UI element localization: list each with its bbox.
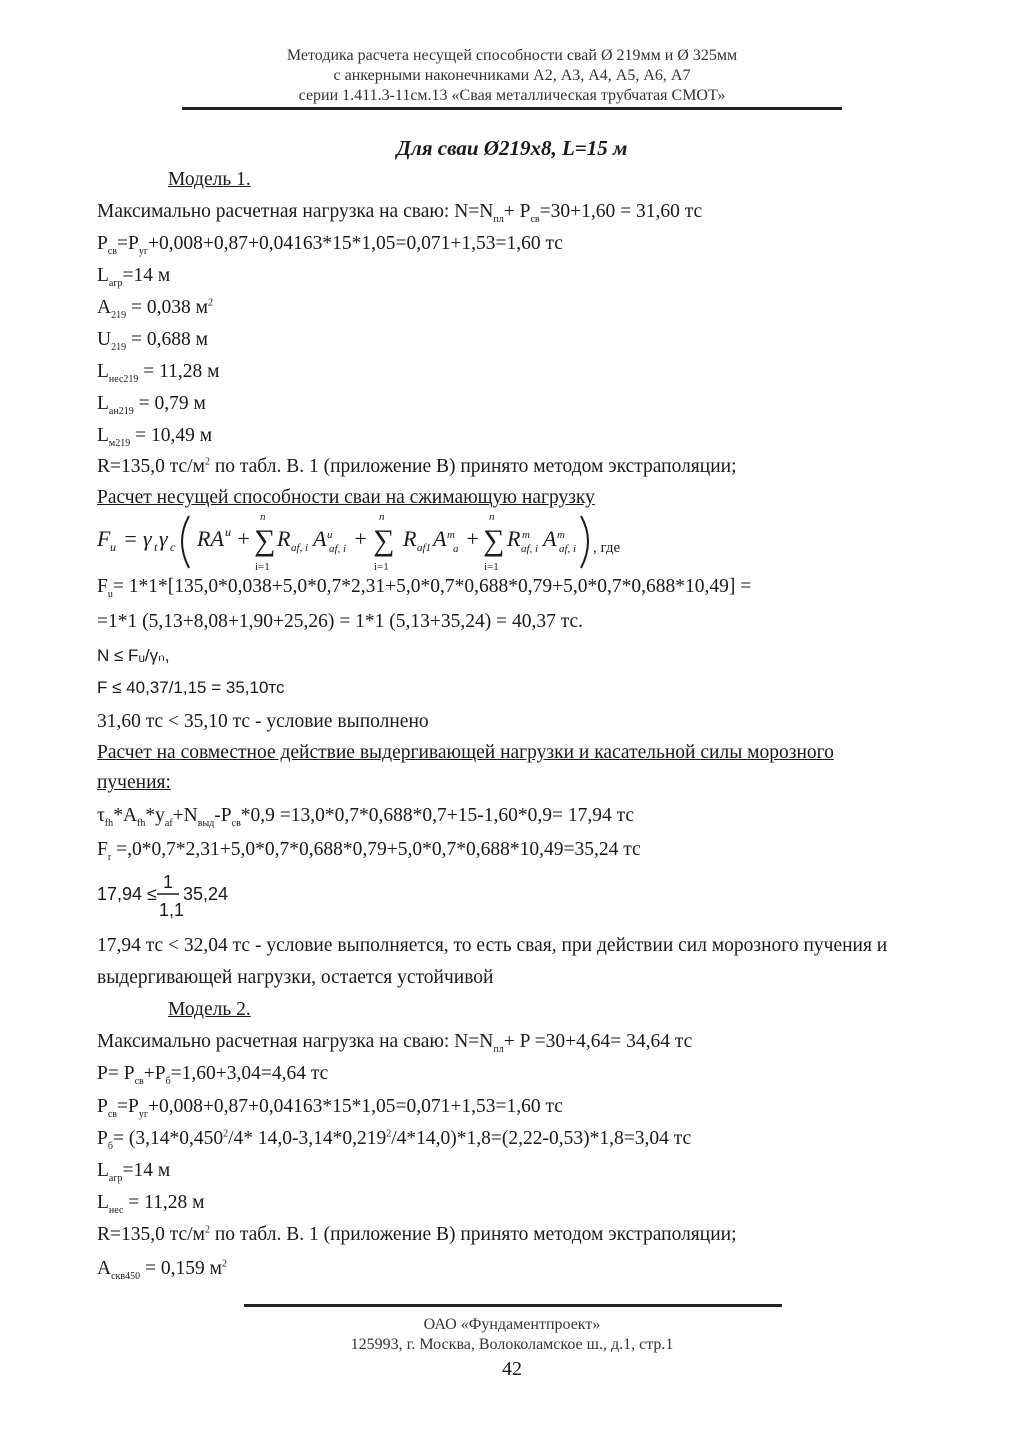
svg-text:RA: RA	[197, 526, 224, 551]
m1-fr-line: $F_r =,0*0,7*2,31+5,0*0,7*0,688*0,79+5,0*0,7*0,688*10,49=35,24$ тс	[97, 839, 641, 863]
m1-inequality-2: F ≤ 40,37/1,15 = 35,10тс	[97, 678, 285, 697]
fraction-inequality	[97, 870, 257, 922]
frac-denominator: 1,1	[159, 900, 185, 920]
m2-p: $P= P_{св}+P_б=1,60+3,04=4,64$ тс	[97, 1063, 329, 1087]
frac-right: 35,24	[183, 884, 229, 904]
footer-org: ОАО «Фундаментпроект»	[423, 1316, 601, 1333]
m1-l-agr: $L_{агр}=14$ м	[97, 265, 171, 289]
svg-text:+: +	[353, 526, 368, 551]
section-title: Для сваи Ø219х8, L=15 м	[396, 136, 628, 160]
m1-conclusion-1: 17,94 тс < 32,04 тс - условие выполняется, то есть свая, при действии сил морозного пучения и	[97, 935, 888, 956]
svg-text:γ: γ	[143, 526, 152, 551]
m1-inequality-1: N ≤ Fᵤ/γₙ,	[97, 646, 170, 665]
svg-text:m: m	[522, 529, 530, 541]
svg-text:u: u	[327, 529, 333, 541]
frac-numerator: 1	[163, 872, 174, 892]
m1-joint-heading-2: пучения:	[97, 772, 171, 793]
page-number: 42	[502, 1358, 522, 1380]
m1-l-m: $L_{м219} = 10,49$ м	[97, 425, 213, 449]
m1-a219: $A_{219} = 0,038$ $м^2$	[97, 297, 213, 321]
m1-p-sv: $P_{св}=P_{уг}+0,008+0,87+0,04163*15*1,05=0,071+1,53=1,60$ тс	[97, 233, 563, 257]
svg-text:af1: af1	[417, 542, 432, 554]
m1-l-an: $L_{ан219} = 0,79$ м	[97, 393, 206, 417]
svg-text:af, i: af, i	[291, 542, 309, 554]
m1-fu-line1: $F_u= 1*1*[135,0*0,038+5,0*0,7*2,31+5,0*0,7*0,688*0,79+5,0*0,7*0,688*10,49]$ =	[97, 576, 752, 600]
svg-text:∑: ∑	[373, 524, 395, 557]
header-line-1: Методика расчета несущей способности свай Ø 219мм и Ø 325мм	[286, 47, 738, 64]
svg-text:n: n	[379, 511, 385, 523]
svg-text:a: a	[453, 543, 459, 555]
svg-text:n: n	[260, 511, 266, 523]
footer-rule	[244, 1304, 782, 1307]
svg-text:R: R	[507, 526, 521, 551]
header-line-3: серии 1.411.3-11см.13 «Свая металлическая трубчатая СМОТ»	[298, 87, 726, 104]
svg-text:F: F	[97, 526, 111, 551]
svg-text:R: R	[403, 526, 417, 551]
m1-fu-line2: =1*1 (5,13+8,08+1,90+25,26) = 1*1 (5,13+35,24) = 40,37 тс.	[97, 611, 583, 632]
svg-text:u: u	[110, 540, 116, 554]
svg-text:R: R	[277, 526, 291, 551]
svg-text:∑: ∑	[254, 524, 276, 557]
m2-p-b: $P_б= (3,14*0,450^2/4*$ $14,0-3,14*0,219^2/4*14,0)*1,8=(2,22-0,53)*1,8=3,04$ тс	[97, 1128, 692, 1152]
svg-text:c: c	[170, 540, 176, 554]
svg-text:+: +	[236, 526, 251, 551]
m2-a-skv: $A_{скв450} = 0,159$ $м^2$	[97, 1258, 227, 1282]
model1-heading: Модель 1.	[168, 169, 251, 190]
svg-text:A: A	[543, 526, 557, 551]
m2-r-value: R=135,0 $тс/м^2$ по табл. В. 1 (приложение В) принято методом экстраполяции;	[97, 1224, 737, 1245]
m1-tau-line: $\tau_{fh}*A_{fh}*у_{af}+N_{выд}-P_{св}*0,9 =13,0*0,7*0,688*0,7+15-1,60*0,9= 17,94$ тс	[97, 805, 635, 829]
svg-text:γ: γ	[159, 526, 168, 551]
m1-u219: $U_{219} = 0,688$ м	[97, 329, 208, 353]
m2-l-agr: $L_{агр}=14$ м	[97, 1160, 171, 1184]
svg-text:u: u	[225, 525, 231, 539]
m2-l-nes: $L_{нес} = 11,28$ м	[97, 1192, 205, 1216]
m1-max-load: Максимально расчетная нагрузка на сваю: $N=N_{пл}+ P_{св}=30+1,60 = 31,60$ тс	[97, 201, 703, 225]
svg-text:i=1: i=1	[484, 561, 499, 573]
m1-calc-heading: Расчет несущей способности сваи на сжимающую нагрузку	[97, 487, 595, 508]
formula-suffix: , где	[593, 540, 621, 556]
svg-text:t: t	[154, 540, 158, 554]
model2-heading: Модель 2.	[168, 999, 251, 1020]
svg-text:A: A	[433, 526, 447, 551]
svg-text:i=1: i=1	[374, 561, 389, 573]
svg-text:∑: ∑	[483, 524, 505, 557]
m1-l-nes: $L_{нес219} = 11,28$ м	[97, 361, 220, 385]
svg-text:m: m	[447, 529, 455, 541]
m1-condition: 31,60 тс < 35,10 тс - условие выполнено	[97, 711, 429, 732]
footer-address: 125993, г. Москва, Волоколамское ш., д.1, стр.1	[350, 1336, 674, 1353]
svg-text:af, i: af, i	[329, 543, 347, 555]
svg-text:af, i: af, i	[559, 543, 577, 555]
m1-conclusion-2: выдергивающей нагрузки, остается устойчивой	[97, 967, 494, 988]
m2-max-load: Максимально расчетная нагрузка на сваю: $N=N_{пл}+ P =30+4,64= 34,64$ тс	[97, 1031, 693, 1055]
svg-text:A: A	[313, 526, 327, 551]
running-header	[180, 46, 844, 106]
svg-text:=: =	[123, 526, 138, 551]
header-line-2: с анкерными наконечниками А2, А3, А4, А5, А6, А7	[333, 67, 691, 84]
m2-p-sv: $P_{св}=P_{уг}+0,008+0,87+0,04163*15*1,05=0,071+1,53=1,60$ тс	[97, 1096, 563, 1120]
svg-text:n: n	[489, 511, 495, 523]
m1-joint-heading-1: Расчет на совместное действие выдергивающей нагрузки и касательной силы морозного	[97, 742, 834, 763]
m1-r-value: R=135,0 $тс/м^2$ по табл. В. 1 (приложение В) принято методом экстраполяции;	[97, 456, 737, 477]
svg-text:+: +	[465, 526, 480, 551]
bearing-capacity-formula	[97, 508, 657, 574]
frac-left: 17,94 ≤	[97, 884, 157, 904]
svg-text:i=1: i=1	[255, 561, 270, 573]
svg-text:af, i: af, i	[521, 543, 539, 555]
svg-text:m: m	[557, 529, 565, 541]
header-rule	[182, 107, 842, 110]
